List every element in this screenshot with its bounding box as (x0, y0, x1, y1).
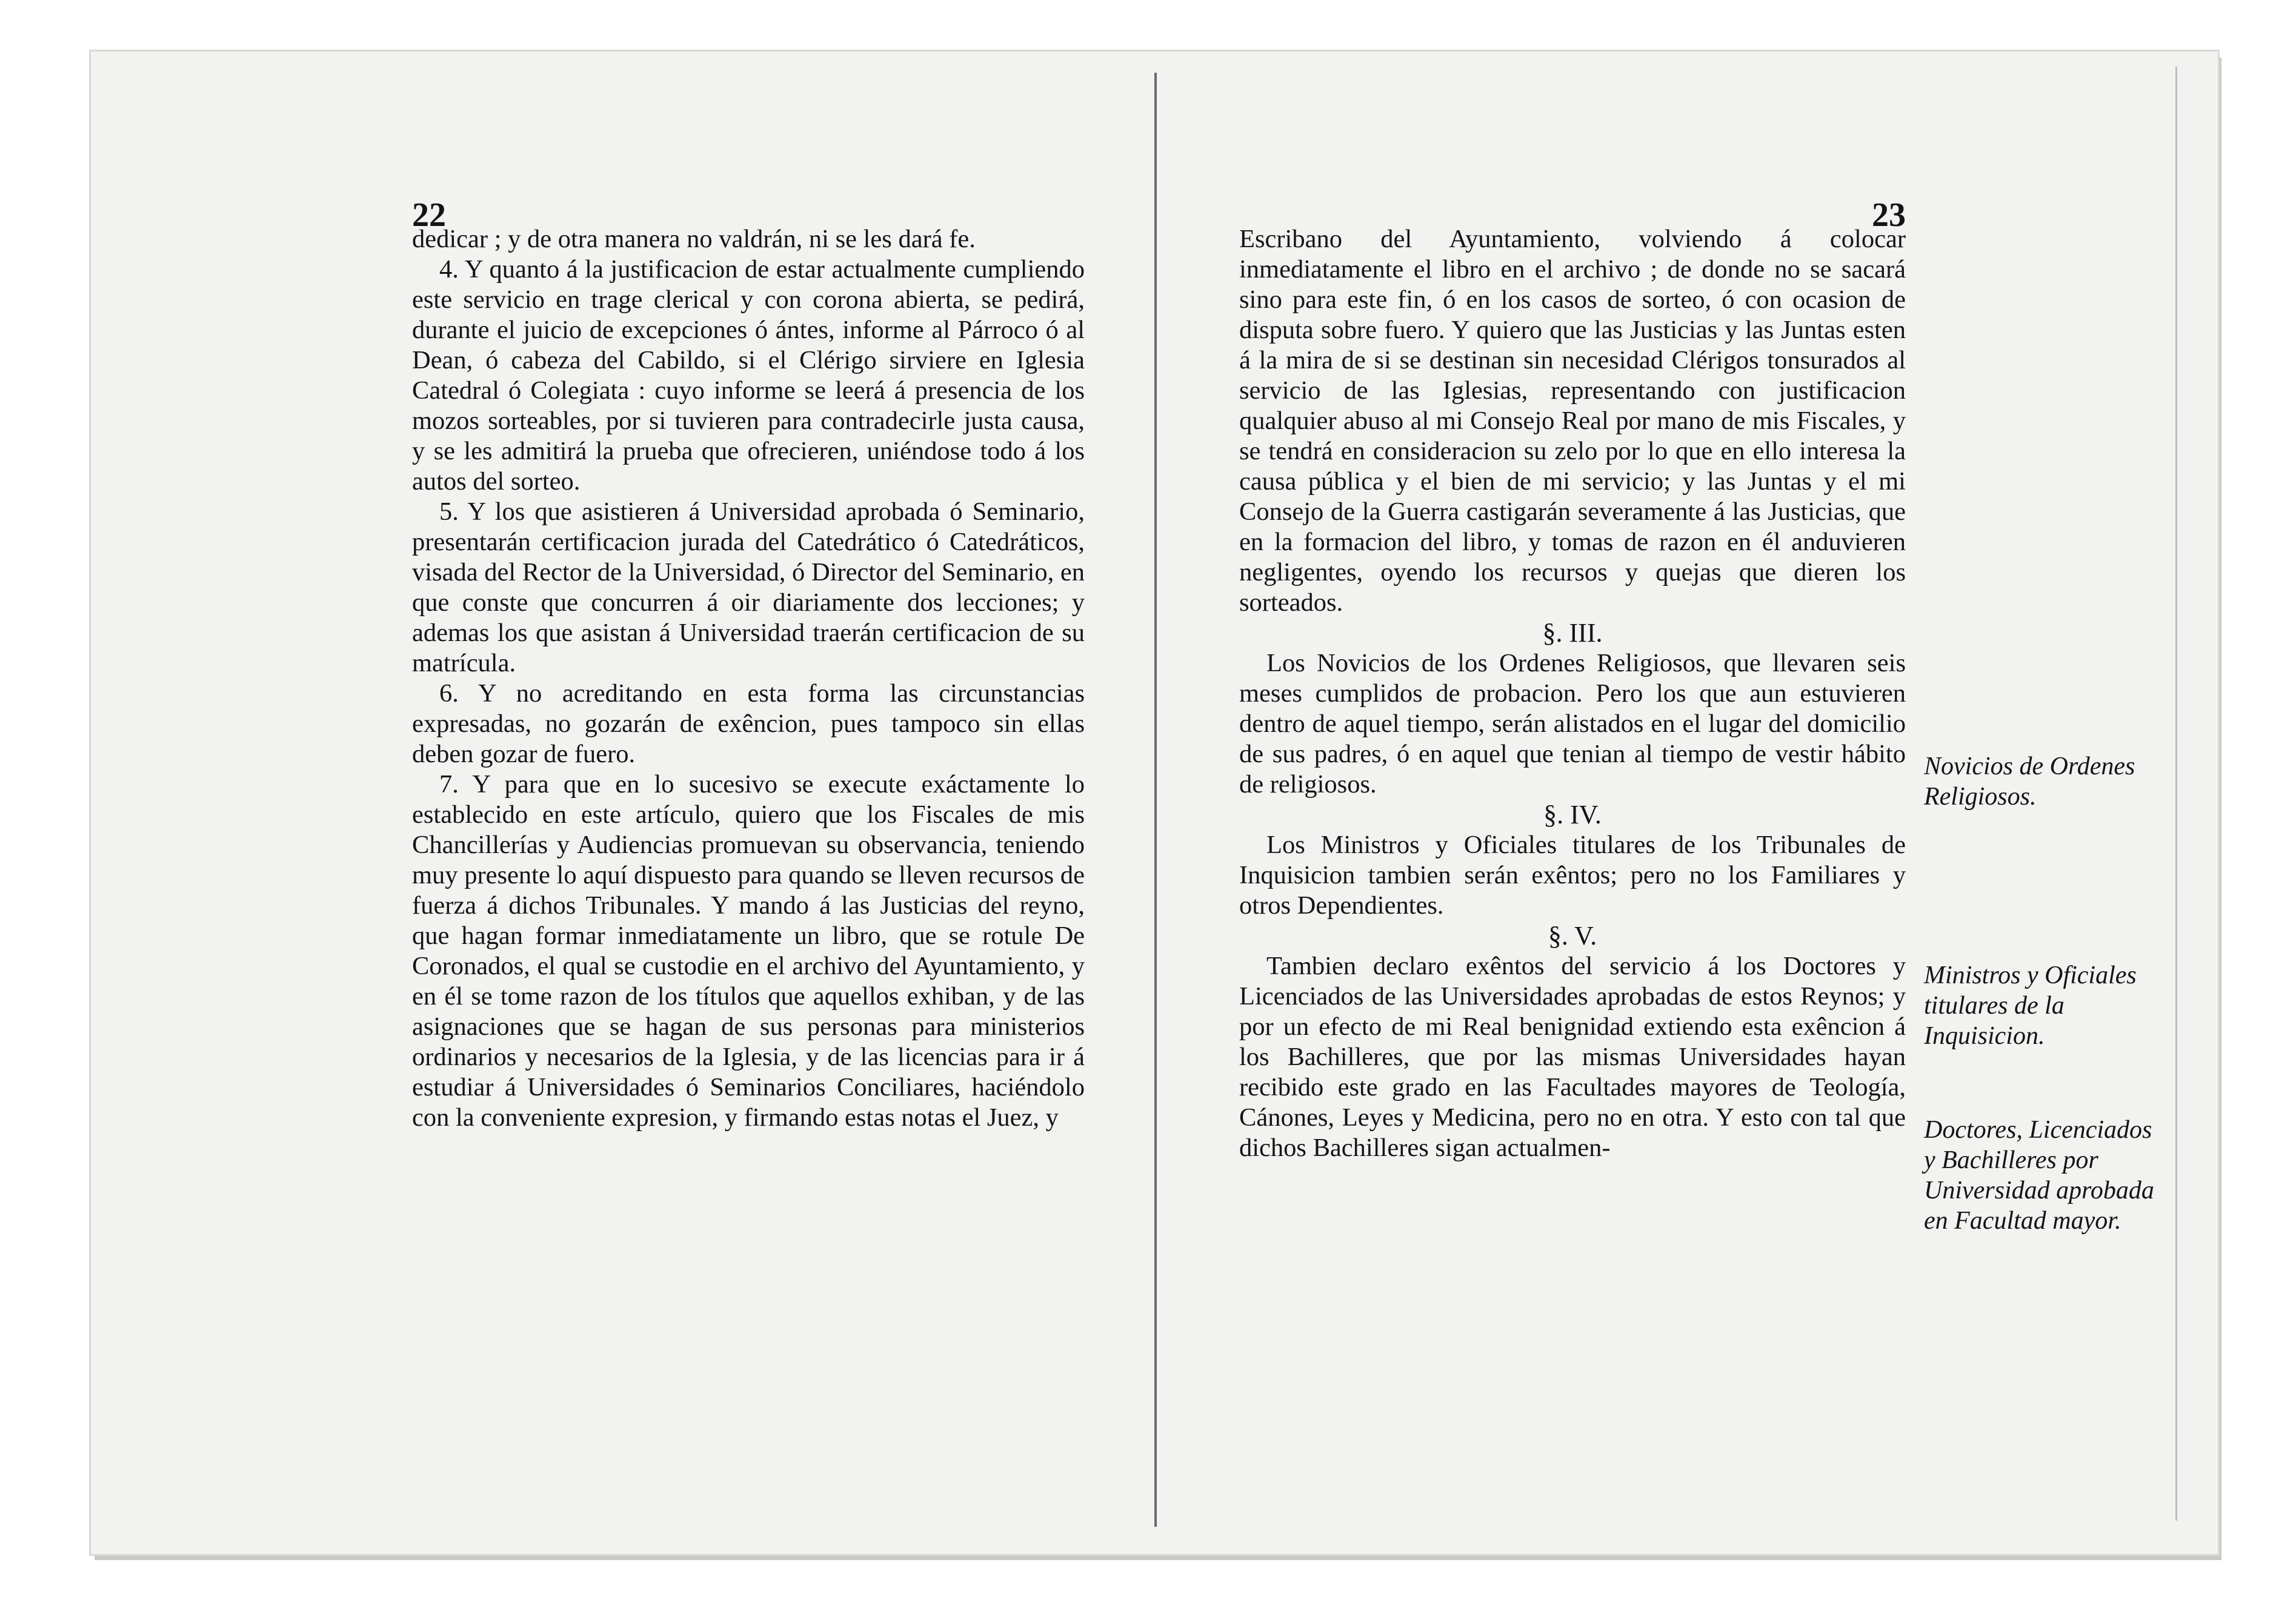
paragraph-4: 4. Y quanto á la justificacion de estar actualmente cumpliendo este servicio en trage clerical y con corona abierta, se pedirá, durante el juicio de excepciones ó ántes, informe al Párroco ó al Dean, ó cabeza del Cabildo, si el Clérigo sirviere en Iglesia Catedral ó Colegiata : cuyo informe se leerá á presencia de los mozos sorteables, por si tuvieren para contradecirle justa causa, y se les admitirá la prueba que ofrecieren, uniéndose todo á los autos del sorteo. (412, 255, 1085, 496)
margin-note-novicios: Novicios de Ordenes Religiosos. (1924, 752, 2135, 811)
paragraph-ministros: Los Ministros y Oficiales titulares de los Tribunales de Inquisicion tambien serán exêntos; pero no los Familiares y otros Dependientes. (1239, 831, 1906, 920)
section-heading-iii: §. III. (1542, 618, 1603, 648)
paragraph-escribano: Escribano del Ayuntamiento, volviendo á colocar inmediatamente el libro en el archivo ; de donde no se sacará sino para este fin, ó en los casos de sorteo, ó con ocasion de disputa sobre fuero. Y quiero que las Justicias y las Juntas esten á la mira de si se destinan sin necesidad Clérigos tonsurados al servicio de las Iglesias, representando con justificacion qualquier abuso al mi Consejo Real por mano de mis Fiscales, y se tendrá en consideracion su zelo por lo que en ello interesa la causa pública y el bien de mi servicio; y las Juntas y el mi Consejo de la Guerra castigarán severamente á las Justicias, que en la formacion del libro, y tomas de razon en él anduvieren negligentes, oyendo los recursos y quejas que dieren los sorteados. (1239, 225, 1906, 617)
paragraph-continuation: dedicar ; y de otra manera no valdrán, ni se les dará fe. (412, 225, 976, 253)
left-page (412, 196, 1085, 1133)
right-page (1239, 196, 1906, 1163)
paragraph-novicios: Los Novicios de los Ordenes Religiosos, que llevaren seis meses cumplidos de probacion. Pero los que aun estuvieren dentro de aquel tiempo, serán alistados en el lugar del domicilio de sus padres, ó en aquel que tenian al tiempo de vestir hábito de religiosos. (1239, 649, 1906, 799)
section-heading-iv: §. IV. (1543, 800, 1602, 829)
right-page-number: 23 (1872, 196, 1906, 234)
book-gutter (1154, 73, 1157, 1527)
paragraph-7: 7. Y para que en lo sucesivo se execute exáctamente lo establecido en este artículo, quiero que los Fiscales de mis Chancillerías y Audiencias promuevan su observancia, teniendo muy presente lo aquí dispuesto para quando se lleven recursos de fuerza á dichos Tribunales. Y mando á las Justicias del reyno, que hagan formar inmediatamente un libro, que se rotule De Coronados, el qual se custodie en el archivo del Ayuntamiento, y en él se tome razon de los títulos que aquellos exhiban, y de las asignaciones que se hagan de sus personas para ministerios ordinarios y necesarios de la Iglesia, y de las licencias para ir á estudiar á Universidades ó Seminarios Conciliares, haciéndolo con la conveniente expresion, y firmando estas notas el Juez, y (412, 770, 1085, 1132)
margin-note-ministros: Ministros y Oficiales titulares de la Inquisicion. (1924, 962, 2137, 1050)
section-heading-v: §. V. (1548, 921, 1597, 951)
left-page-number: 22 (412, 196, 446, 234)
paragraph-5: 5. Y los que asistieren á Universidad aprobada ó Seminario, presentarán certificacion jurada del Catedrático ó Catedráticos, visada del Rector de la Universidad, ó Director del Seminario, en que conste que concurren á oir diariamente dos lecciones; y ademas los que asistan á Universidad traerán certificacion de su matrícula. (412, 497, 1085, 677)
paragraph-doctores: Tambien declaro exêntos del servicio á los Doctores y Licenciados de las Universidades aprobadas de estos Reynos; y por un efecto de mi Real benignidad extiendo esta exêncion á los Bachilleres, que por las mismas Universidades hayan recibido este grado en las Facultades mayores de Teología, Cánones, Leyes y Medicina, pero no en otra. Y esto con tal que dichos Bachilleres sigan actualmen- (1239, 952, 1906, 1162)
margin-note-doctores: Doctores, Licenciados y Bachilleres por Universidad aprobada en Facultad mayor. (1924, 1116, 2154, 1235)
paragraph-6: 6. Y no acreditando en esta forma las circunstancias expresadas, no gozarán de exêncion, pues tampoco sin ellas deben gozar de fuero. (412, 679, 1085, 768)
page-edge (2175, 67, 2177, 1521)
